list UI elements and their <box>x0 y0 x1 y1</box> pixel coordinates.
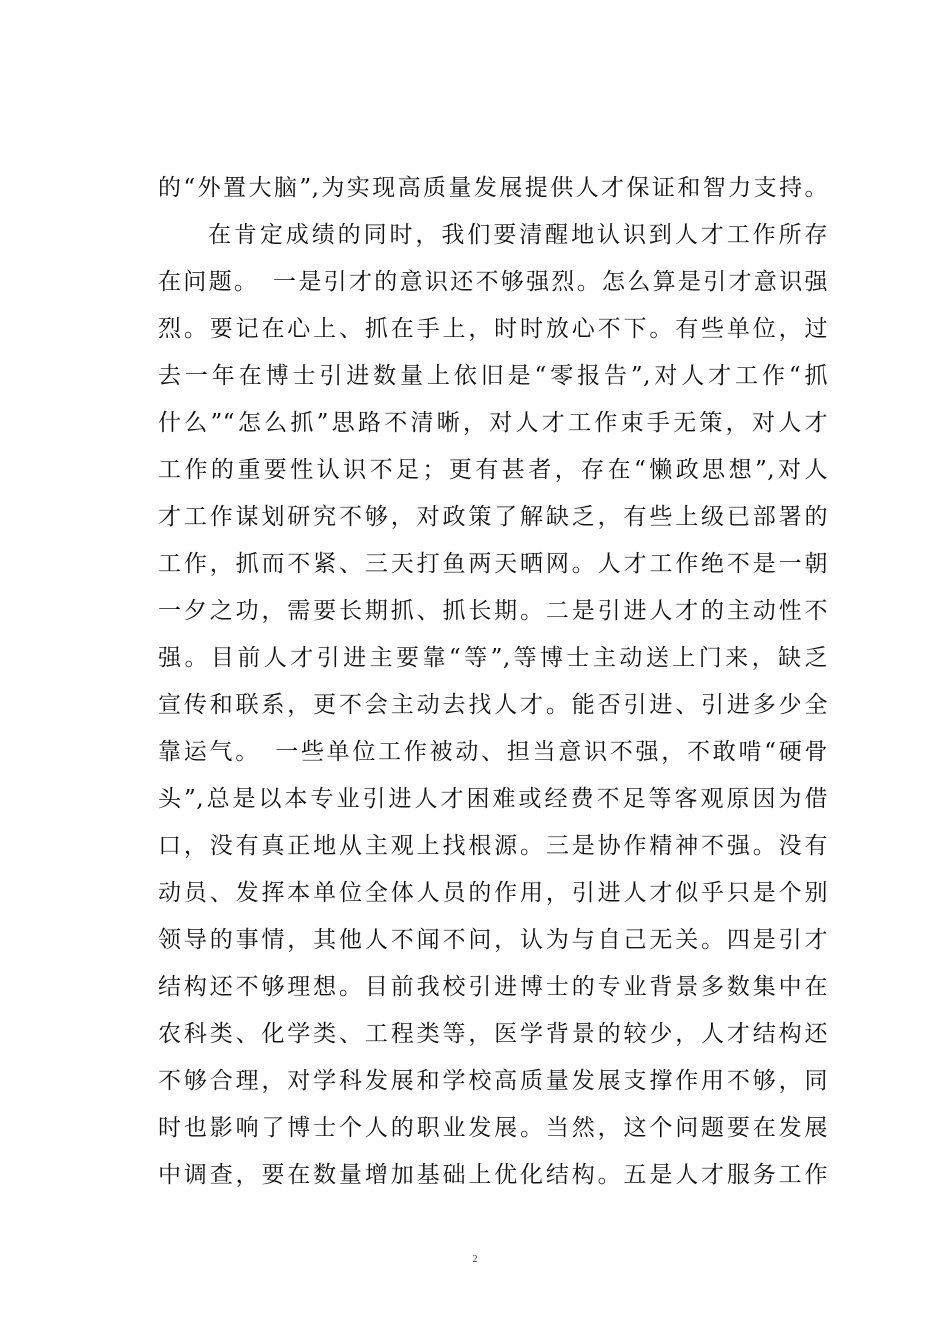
text-line: 工作的重要性认识不足；更有甚者，存在“懒政思想”,对人 <box>158 457 828 483</box>
text-line: 领导的事情，其他人不闻不问，认为与自己无关。四是引才 <box>158 927 828 953</box>
text-line: 不够合理，对学科发展和学校高质量发展支撑作用不够，同 <box>158 1068 828 1094</box>
text-line: 的“外置大脑”,为实现高质量发展提供人才保证和智力支持。 <box>158 175 828 201</box>
text-line: 靠运气。 一些单位工作被动、担当意识不强，不敢啃“硬骨 <box>158 739 828 765</box>
text-line: 工作，抓而不紧、三天打鱼两天晒网。人才工作绝不是一朝 <box>158 551 828 577</box>
text-line: 强。目前人才引进主要靠“等”,等博士主动送上门来，缺乏 <box>158 645 828 671</box>
text-line: 动员、发挥本单位全体人员的作用，引进人才似乎只是个别 <box>158 880 828 906</box>
text-line: 在问题。 一是引才的意识还不够强烈。怎么算是引才意识强 <box>158 269 828 295</box>
text-line: 结构还不够理想。目前我校引进博士的专业背景多数集中在 <box>158 974 828 1000</box>
text-line: 宣传和联系，更不会主动去找人才。能否引进、引进多少全 <box>158 692 828 718</box>
text-line: 口，没有真正地从主观上找根源。三是协作精神不强。没有 <box>158 833 828 859</box>
text-line: 中调查，要在数量增加基础上优化结构。五是人才服务工作 <box>158 1162 828 1188</box>
text-line: 烈。要记在心上、抓在手上，时时放心不下。有些单位，过 <box>158 316 828 342</box>
text-line: 农科类、化学类、工程类等，医学背景的较少，人才结构还 <box>158 1021 828 1047</box>
text-line: 头”,总是以本专业引进人才困难或经费不足等客观原因为借 <box>158 786 828 812</box>
page-number: 2 <box>472 1254 478 1265</box>
body-text <box>158 165 828 1199</box>
text-line: 什么”“怎么抓”思路不清晰，对人才工作束手无策，对人才 <box>158 410 828 436</box>
text-line: 时也影响了博士个人的职业发展。当然，这个问题要在发展 <box>158 1115 828 1141</box>
text-line: 一夕之功，需要长期抓、抓长期。二是引进人才的主动性不 <box>158 598 828 624</box>
paragraph-first-line: 在肯定成绩的同时，我们要清醒地认识到人才工作所存 <box>208 222 828 248</box>
text-line: 去一年在博士引进数量上依旧是“零报告”,对人才工作“抓 <box>158 363 828 389</box>
text-line: 才工作谋划研究不够，对政策了解缺乏，有些上级已部署的 <box>158 504 828 530</box>
